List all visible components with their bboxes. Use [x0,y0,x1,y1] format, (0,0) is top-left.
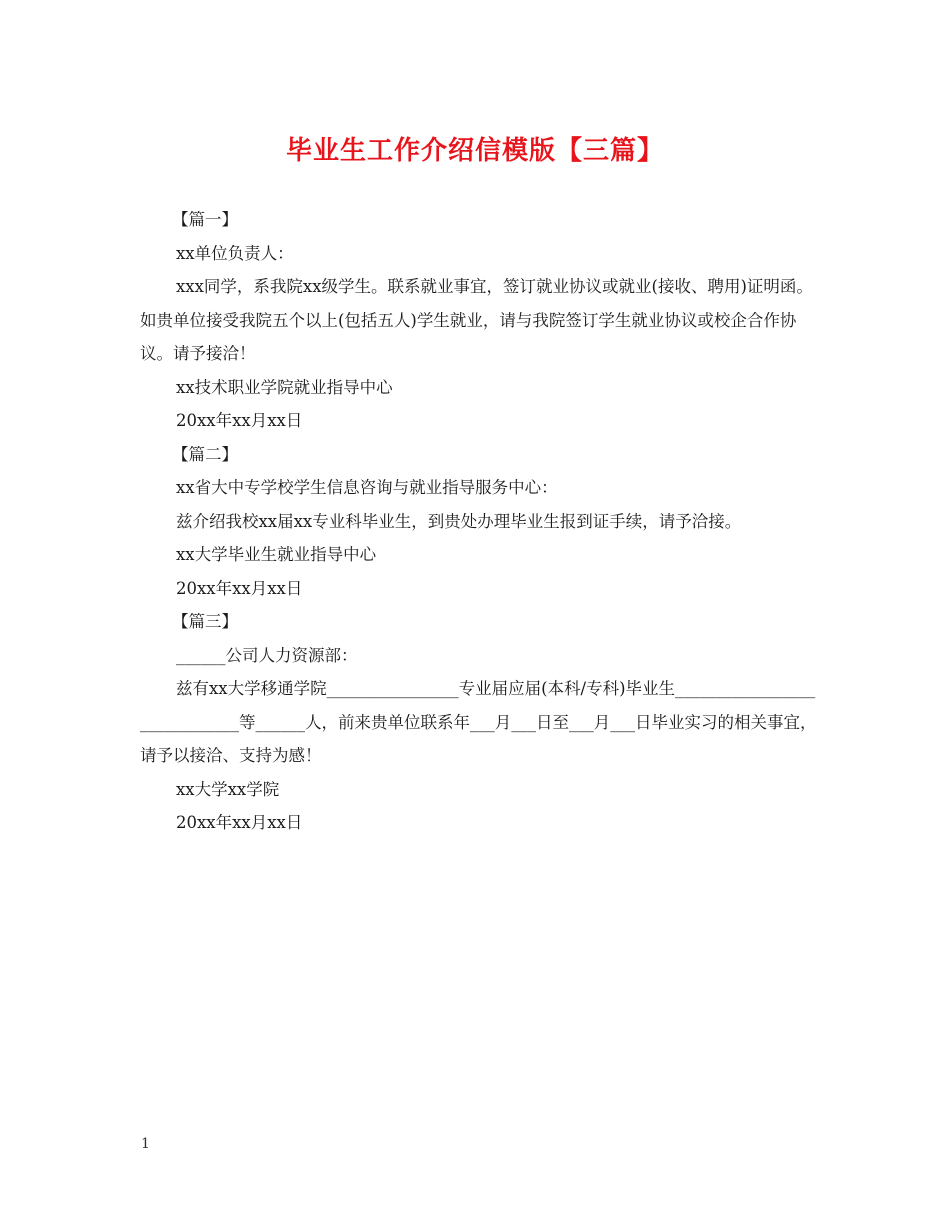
paragraph-body-2: 兹介绍我校xx届xx专业科毕业生，到贵处办理毕业生报到证手续，请予洽接。 [176,511,742,531]
section-heading-2: 【篇二】 [172,444,238,464]
paragraph-body-1: xxx同学，系我院xx级学生。联系就业事宜，签订就业协议或就业(接收、聘用)证明函。如贵单位接受我院五个以上(包括五人)学生就业，请与我院签订学生就业协议或校企合作协议。请予接洽！ [140,277,813,363]
paragraph-recipient-2: xx省大中专学校学生信息咨询与就业指导服务中心： [176,478,558,497]
section-heading-3: 【篇三】 [172,612,238,631]
paragraph-body-3: 兹有xx大学移通学院________________专业届应届(本科/专科)毕业生_____________________________等______人，前来贵单位联系年___月___日至___月___日毕业实习的相关事宜，请予以接洽、支持为感！ [140,679,817,765]
paragraph-signature-3: xx大学xx学院 [176,779,280,799]
paragraph-recipient-3: ______公司人力资源部： [176,645,358,665]
document-title: 毕业生工作介绍信模版【三篇】 [285,136,664,166]
paragraph-date-1: 20xx年xx月xx日 [176,411,303,430]
paragraph-date-3: 20xx年xx月xx日 [176,813,303,832]
document-body [140,203,820,840]
paragraph-recipient-1: xx单位负责人： [176,243,294,263]
section-heading-1: 【篇一】 [172,210,238,229]
paragraph-signature-2: xx大学毕业生就业指导中心 [176,545,377,564]
paragraph-date-2: 20xx年xx月xx日 [176,578,303,598]
paragraph-signature-1: xx技术职业学院就业指导中心 [176,377,393,397]
page-number: 1 [141,1136,150,1152]
